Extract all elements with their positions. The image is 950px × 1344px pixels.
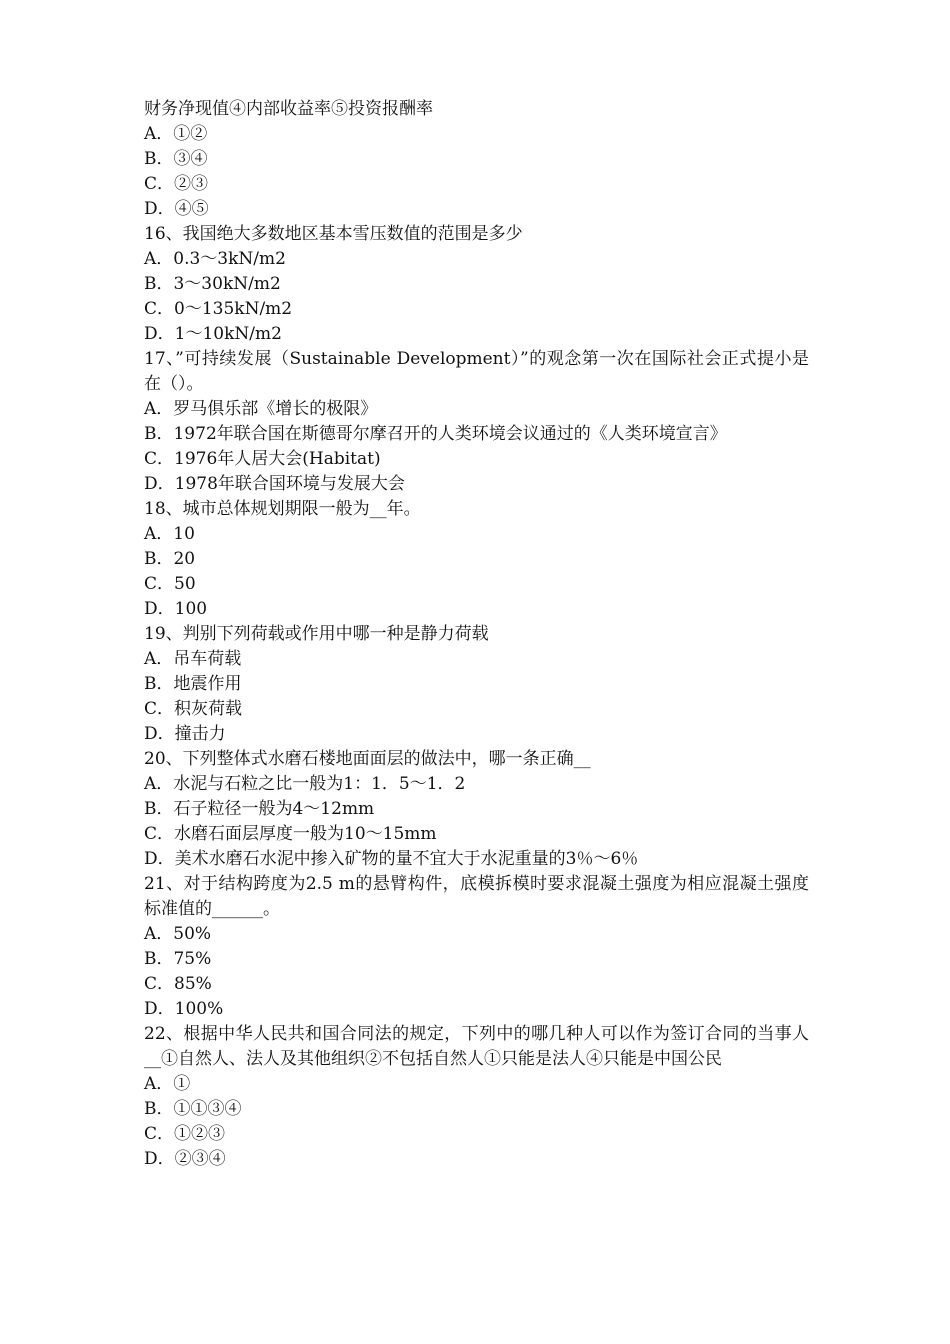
answer-option: D．撞击力 <box>144 724 226 744</box>
lead-text: 财务净现值④内部收益率⑤投资报酬率 <box>144 99 433 119</box>
answer-option: C．50 <box>144 574 196 594</box>
answer-option: D．④⑤ <box>144 199 209 219</box>
answer-option: C．①②③ <box>144 1124 226 1144</box>
answer-option: D．美术水磨石水泥中掺入矿物的量不宜大于水泥重量的3％～6％ <box>144 849 639 869</box>
question-22-stem: 22、根据中华人民共和国合同法的规定，下列中的哪几种人可以作为签订合同的当事人__①自然人、法人及其他组织②不包括自然人①只能是法人④只能是中国公民 <box>144 1024 809 1069</box>
answer-option: D．1～10kN/m2 <box>144 324 282 344</box>
answer-option: A．罗马俱乐部《增长的极限》 <box>144 399 378 419</box>
question-17-stem: 17、”可持续发展（Sustainable Development）”的观念第一次在国际社会正式提小是在（）。 <box>144 349 809 394</box>
answer-option: B．75% <box>144 949 212 969</box>
answer-option: D．100 <box>144 599 208 619</box>
answer-option: C．0～135kN/m2 <box>144 299 293 319</box>
answer-option: C．积灰荷载 <box>144 699 243 719</box>
answer-option: A．① <box>144 1074 191 1094</box>
answer-option: A．吊车荷载 <box>144 649 242 669</box>
answer-option: D．②③④ <box>144 1149 226 1169</box>
answer-option: B．石子粒径一般为4～12mm <box>144 799 375 819</box>
answer-option: A．水泥与石粒之比一般为1：1．5～1．2 <box>144 774 466 794</box>
answer-option: A．①② <box>144 124 208 144</box>
answer-option: B．①①③④ <box>144 1099 242 1119</box>
answer-option: D．1978年联合国环境与发展大会 <box>144 474 405 494</box>
question-19-stem: 19、判别下列荷载或作用中哪一种是静力荷载 <box>144 624 489 644</box>
answer-option: B．1972年联合国在斯德哥尔摩召开的人类环境会议通过的《人类环境宣言》 <box>144 424 727 444</box>
answer-option: C．水磨石面层厚度一般为10～15mm <box>144 824 437 844</box>
answer-option: B．3～30kN/m2 <box>144 274 281 294</box>
answer-option: C．②③ <box>144 174 209 194</box>
answer-option: D．100% <box>144 999 224 1019</box>
document-body <box>144 97 809 1172</box>
answer-option: B．地震作用 <box>144 674 242 694</box>
answer-option: C．1976年人居大会(Habitat) <box>144 449 381 469</box>
answer-option: B．③④ <box>144 149 208 169</box>
answer-option: A．0.3～3kN/m2 <box>144 249 286 269</box>
question-21-stem: 21、对于结构跨度为2.5 m的悬臂构件，底模拆模时要求混凝土强度为相应混凝土强度标准值的______。 <box>144 874 809 919</box>
answer-option: B．20 <box>144 549 196 569</box>
question-18-stem: 18、城市总体规划期限一般为__年。 <box>144 499 421 519</box>
answer-option: C．85% <box>144 974 212 994</box>
answer-option: A．10 <box>144 524 195 544</box>
question-20-stem: 20、下列整体式水磨石楼地面面层的做法中，哪一条正确__ <box>144 749 591 769</box>
answer-option: A．50% <box>144 924 212 944</box>
question-16-stem: 16、我国绝大多数地区基本雪压数值的范围是多少 <box>144 224 523 244</box>
